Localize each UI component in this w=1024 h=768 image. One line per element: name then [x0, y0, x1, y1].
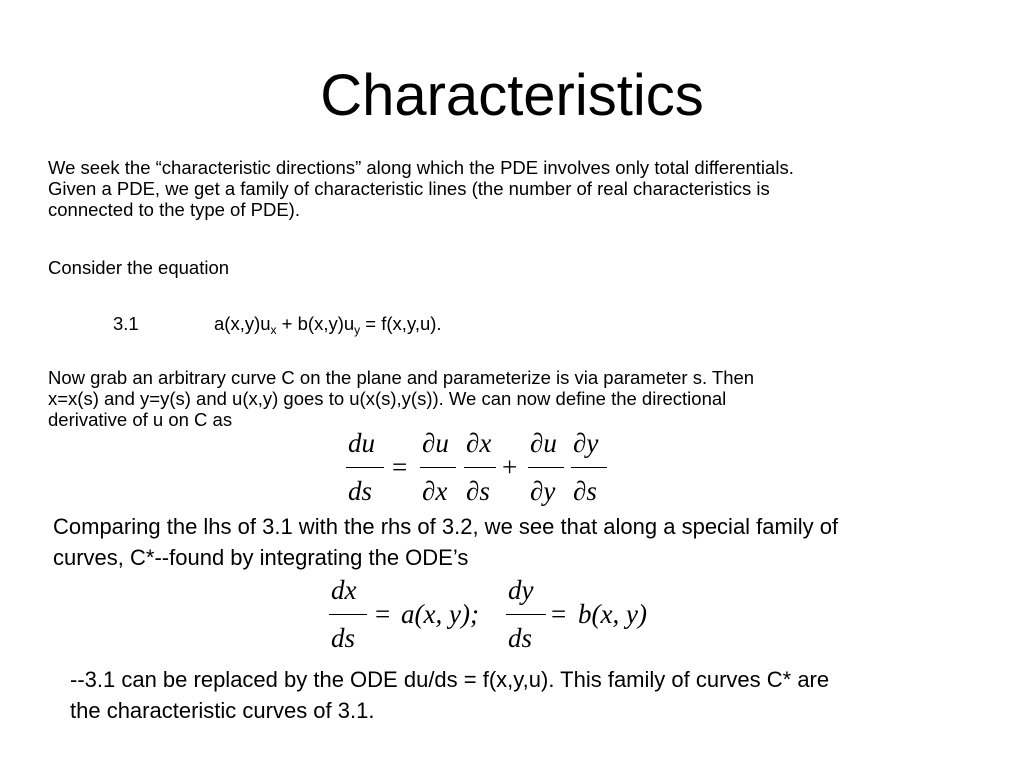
fraction-denominator: ∂s [466, 476, 490, 506]
eq-subscript: y [354, 323, 361, 337]
equals-sign: = [551, 599, 567, 629]
characteristic-ode-equation [325, 575, 685, 660]
plus-sign: + [502, 452, 518, 482]
fraction-bar [464, 467, 496, 468]
eq-part: = f(x,y,u). [360, 313, 442, 334]
fraction-denominator: ∂x [422, 476, 448, 506]
eq-subscript: x [270, 323, 277, 337]
fraction-denominator: ds [348, 476, 373, 506]
fraction-numerator: ∂x [466, 428, 492, 458]
final-line: --3.1 can be replaced by the ODE du/ds = f(x,y,u). This family of curves C* are [70, 667, 830, 692]
ode-term: a(x, y); [401, 599, 479, 629]
curve-line: derivative of u on C as [48, 409, 233, 430]
fraction-bar [346, 467, 384, 468]
intro-line: Given a PDE, we get a family of characteristic lines (the number of real characteristics is [48, 178, 770, 199]
fraction-bar [329, 614, 367, 615]
fraction-numerator: du [348, 428, 375, 458]
equation-number: 3.1 [113, 313, 139, 334]
fraction-bar [420, 467, 456, 468]
fraction-denominator: ds [331, 623, 356, 653]
fraction-bar [528, 467, 564, 468]
curve-line: x=x(s) and y=y(s) and u(x,y) goes to u(x(s),y(s)). We can now define the directional [48, 388, 727, 409]
fraction-denominator: ds [508, 623, 533, 653]
fraction-denominator: ∂s [573, 476, 597, 506]
fraction-numerator: dy [508, 575, 534, 605]
consider-text: Consider the equation [48, 257, 230, 278]
compare-line: Comparing the lhs of 3.1 with the rhs of 3.2, we see that along a special family of [53, 514, 839, 539]
final-paragraph [70, 664, 1000, 726]
final-line: the characteristic curves of 3.1. [70, 698, 375, 723]
intro-line: connected to the type of PDE). [48, 199, 300, 220]
eq-part: + b(x,y)u [276, 313, 355, 334]
equation-3-1 [214, 313, 442, 337]
compare-line: curves, C*--found by integrating the ODE’s [53, 545, 469, 570]
fraction-bar [571, 467, 607, 468]
curve-paragraph [48, 367, 1008, 430]
fraction-numerator: ∂y [573, 428, 599, 458]
curve-line: Now grab an arbitrary curve C on the plane and parameterize is via parameter s. Then [48, 367, 755, 388]
fraction-numerator: ∂u [422, 428, 449, 458]
fraction-numerator: dx [331, 575, 357, 605]
intro-paragraph [48, 157, 1008, 220]
eq-part: a(x,y)u [214, 313, 271, 334]
chain-rule-equation [340, 428, 620, 513]
compare-paragraph [53, 511, 1003, 573]
intro-line: We seek the “characteristic directions” along which the PDE involves only total differentials. [48, 157, 794, 178]
equals-sign: = [375, 599, 391, 629]
ode-term: b(x, y) [578, 599, 647, 629]
fraction-denominator: ∂y [530, 476, 556, 506]
fraction-bar [506, 614, 546, 615]
slide-title: Characteristics [320, 63, 704, 128]
equals-sign: = [392, 452, 408, 482]
fraction-numerator: ∂u [530, 428, 557, 458]
